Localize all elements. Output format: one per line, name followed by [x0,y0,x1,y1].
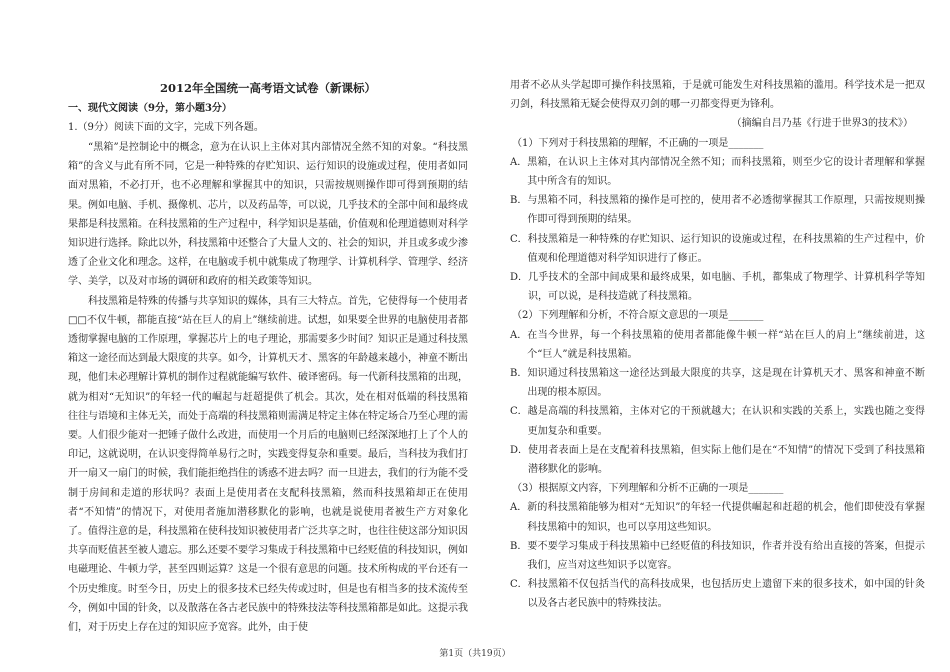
subquestion-3 [510,479,925,613]
option-item [510,364,925,402]
option-item [510,498,925,536]
subquestion-stem: （2）下列理解和分析，不符合原文意思的一项是_______ [512,310,764,322]
option-text: 使用者表面上是在支配着科技黑箱，但实际上他们是在“不知情”的情况下受到了科技黑箱潜移默化的影响。 [528,444,925,476]
source-citation: （摘编自吕乃基《行进于世界3的技术》） [731,118,913,130]
option-label: C． [510,406,528,418]
right-column [510,76,925,614]
option-text: 知识通过科技黑箱这一途径达到最大限度的共享，这是现在计算机天才、黑客和神童不断出现的根本原因。 [527,368,925,399]
subquestion-2 [510,306,925,479]
option-text: 科技黑箱不仅包括当代的高科技成果，也包括历史上遗留下来的很多技术，如中国的针灸以及各古老民族中的特殊技法。 [527,579,925,610]
section-heading-reading: 一、现代文阅读（9分，第小题3分） [68,103,232,114]
option-label: B． [510,368,528,380]
option-text: 在当今世界，每一个科技黑箱的使用者都能像牛顿一样“站在巨人的肩上”继续前进，这个“巨人”就是科技黑箱。 [527,329,925,360]
subquestion-stem: （3）根据原文内容，下列理解和分析不正确的一项是_______ [512,483,784,495]
option-item [510,575,925,613]
option-label: D． [510,444,529,456]
option-label: A． [510,502,528,514]
passage-paragraph-2: 科技黑箱是特殊的传播与共享知识的媒体，具有三大特点。首先，它使得每一个使用者□□不仅牛顿，都能直接“站在巨人的肩上”继续前进。试想，如果要全世界的电脑使用者都透彻掌握电脑的工作原理，掌握芯片上的电子理论，那需要多少时间？知识正是通过科技黑箱这一途径而达到最大限度的共享。如今，计算机天才、黑客的年龄越来越小，神童不断出现，他们未必理解计算机的制作过程就能编写软件、破译密码。每一代新科技黑箱的出现，就为相对“无知识”的年轻一代的崛起与赶超提供了机会。其次，处在相对低端的科技黑箱往往与语境和主体无关，而处于高端的科技黑箱则需满足特定主体在特定场合乃至心理的需要。人们很少能对一把锤子做什么改进，而使用一个月后的电脑则已经深深地打上了个人的印记，这就说明，在认识变得简单易行之时，实践变得复杂和重要。最后，当科技为我们打开一扇又一扇门的时候，我们能拒绝挡住的诱惑不进去吗？而一旦进去，我们的行为能不受制于房间和走道的形状吗？表面上是使用者在支配科技黑箱，然而科技黑箱却正在使用者“不知情”的情况下，对使用者施加潜移默化的影响，也就是说使用者被生产方对象化了。值得注意的是，科技黑箱在使科技知识被使用者广泛共享之时，也往往使这部分知识因共享而贬值甚至被人遗忘。那么还要不要学习集成于科技黑箱中已经贬值的科技知识，例如电磁理论、牛顿力学，甚至四则运算？这是一个很有意思的问题。技术所构成的平台还有一个历史维度。时至今日，历史上的很多技术已经失传或过时，但是也有相当多的技术流传至今，例如中国的针灸，以及散落在各古老民族中的特殊技法等科技黑箱都是如此。这提示我们，对于历史上存在过的知识应予宽容。此外，由于使 [68,295,468,634]
question-1-intro: 1.（9分）阅读下面的文字，完成下列各题。 [68,122,264,133]
option-item [510,326,925,364]
option-text: 科技黑箱是一种特殊的存贮知识、运行知识的设施或过程，在科技黑箱的生产过程中，价值观和伦理道德对科学知识进行了修正。 [527,233,925,264]
option-text: 与黑箱不同，科技黑箱的操作是可控的，使用者不必透彻掌握其工作原理，只需按规则操作即可得到预期的结果。 [527,195,925,226]
option-item [510,268,925,306]
passage-paragraph-1: “黑箱”是控制论中的概念，意为在认识上主体对其内部情况全然不知的对象。“科技黑箱”的含义与此有所不同，它是一种特殊的存贮知识、运行知识的设施或过程，使用者如同面对黑箱，不必打开，也不必理解和掌握其中的知识，只需按规则操作即可得到预期的结果。例如电脑、手机、摄像机、芯片，以及药品等，可以说，几乎技术的全部中间和最终成果都是科技黑箱。在科技黑箱的生产过程中，科学知识是基础，价值观和伦理道德则对科学知识进行选择。除此以外，科技黑箱中还整合了大量人文的、社会的知识，并且或多或少渗透了企业文化和理念。这样，在电脑或手机中就集成了物理学、计算机科学、管理学、经济学、美学，以及对市场的调研和政府的相关政策等知识。 [68,142,468,288]
option-item [510,537,925,575]
option-label: B． [510,195,528,207]
subquestion-1 [510,134,925,307]
option-item [510,191,925,229]
option-text: 几乎技术的全部中间成果和最终成果，如电脑、手机，都集成了物理学、计算机科学等知识，可以说，是科技造就了科技黑箱。 [528,272,925,303]
option-text: 越是高端的科技黑箱，主体对它的干预就越大；在认识和实践的关系上，实践也随之变得更加复杂和重要。 [527,406,925,437]
option-text: 黑箱，在认识上主体对其内部情况全然不知；而科技黑箱，则至少它的设计者理解和掌握其中所含有的知识。 [527,156,925,188]
page-footer: 第1页（共19页） [439,649,511,659]
option-label: A． [510,156,528,168]
option-text: 要不要学习集成于科技黑箱中已经贬值的科技知识，作者并没有给出直接的答案，但提示我们，应当对这些知识予以宽容。 [527,540,925,572]
option-text: 新的科技黑箱能够为相对“无知识”的年轻一代提供崛起和赶超的机会，他们即使没有掌握科技黑箱中的知识，也可以享用这些知识。 [527,502,925,533]
option-label: D． [510,272,529,284]
option-item [510,230,925,268]
document-title: 2012年全国统一高考语文试卷（新课标） [159,81,376,95]
option-label: C． [510,579,528,591]
left-column [68,78,468,637]
option-label: A． [510,329,528,341]
option-item [510,153,925,191]
option-item [510,402,925,440]
option-label: C． [510,233,528,245]
passage-paragraph-2-continued: 用者不必从头学起即可操作科技黑箱，于是就可能发生对科技黑箱的滥用。科学技术是一把双刃剑，科技黑箱无疑会使得双刃剑的哪一刃都变得更为锋利。 [510,80,925,111]
option-label: B． [510,540,528,552]
option-item [510,441,925,479]
subquestion-stem: （1）下列对于科技黑箱的理解，不正确的一项是_______ [512,137,764,149]
